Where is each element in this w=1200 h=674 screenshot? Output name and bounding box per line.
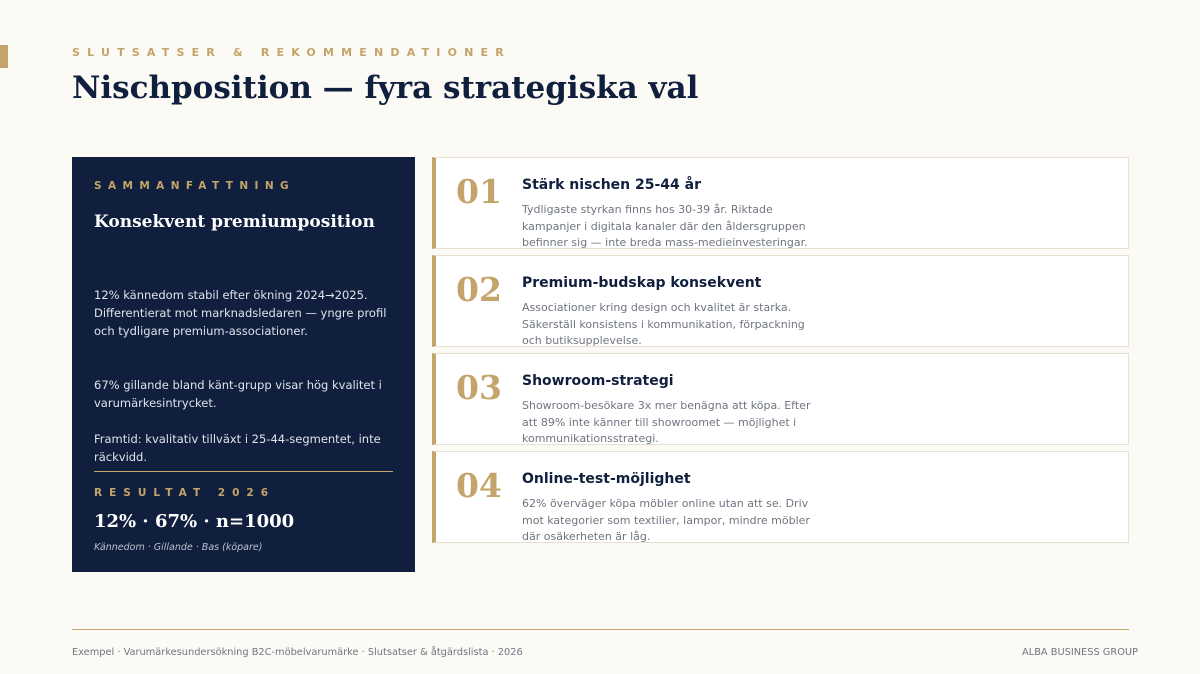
strategy-card-01	[432, 157, 1129, 249]
card-number: 02	[456, 270, 502, 309]
card-title: Showroom-strategi	[522, 373, 674, 389]
result-caption: Kännedom · Gillande · Bas (köpare)	[94, 542, 263, 553]
card-number: 01	[456, 172, 502, 211]
card-title: Online-test-möjlighet	[522, 471, 691, 487]
footer-brand: ALBA BUSINESS GROUP	[1022, 647, 1138, 658]
page-title: Nischposition — fyra strategiska val	[72, 70, 699, 106]
card-number: 04	[456, 466, 502, 505]
strategy-card-02	[432, 255, 1129, 347]
card-text: Associationer kring design och kvalitet är starka. Säkerställ konsistens i kommunikation, förpackning och butiksupplevelse.	[522, 301, 805, 347]
strategy-card-03	[432, 353, 1129, 445]
summary-heading: Konsekvent premiumposition	[94, 212, 375, 232]
card-title: Premium-budskap konsekvent	[522, 275, 762, 291]
card-number: 03	[456, 368, 502, 407]
summary-kicker: SAMMANFATTNING	[94, 180, 296, 192]
result-value: 12% · 67% · n=1000	[94, 511, 295, 532]
summary-paragraph-3: Framtid: kvalitativ tillväxt i 25-44-segmentet, inte räckvidd.	[94, 432, 381, 464]
section-eyebrow: SLUTSATSER & REKOMMENDATIONER	[72, 46, 511, 59]
strategy-card-04	[432, 451, 1129, 543]
summary-paragraph-1: 12% kännedom stabil efter ökning 2024→2025. Differentierat mot marknadsledaren — yngre profil och tydligare premium-associationer.	[94, 288, 387, 338]
left-accent-bar	[0, 45, 8, 68]
card-text: Tydligaste styrkan finns hos 30-39 år. Riktade kampanjer i digitala kanaler där den åldersgruppen befinner sig — inte breda mass-medieinvesteringar.	[522, 203, 808, 249]
summary-divider	[94, 471, 393, 472]
footer-source: Exempel · Varumärkesundersökning B2C-möbelvarumärke · Slutsatser & åtgärdslista · 2026	[72, 647, 523, 658]
summary-panel	[72, 157, 415, 572]
footer-divider	[72, 629, 1129, 630]
card-text: Showroom-besökare 3x mer benägna att köpa. Efter att 89% inte känner till showroomet — möjlighet i kommunikationsstrategi.	[522, 399, 811, 445]
card-title: Stärk nischen 25-44 år	[522, 177, 702, 193]
card-text: 62% överväger köpa möbler online utan att se. Driv mot kategorier som textilier, lampor, mindre möbler där osäkerheten är låg.	[522, 497, 810, 543]
summary-paragraph-2: 67% gillande bland känt-grupp visar hög kvalitet i varumärkesintrycket.	[94, 378, 382, 410]
result-kicker: RESULTAT 2026	[94, 487, 275, 499]
